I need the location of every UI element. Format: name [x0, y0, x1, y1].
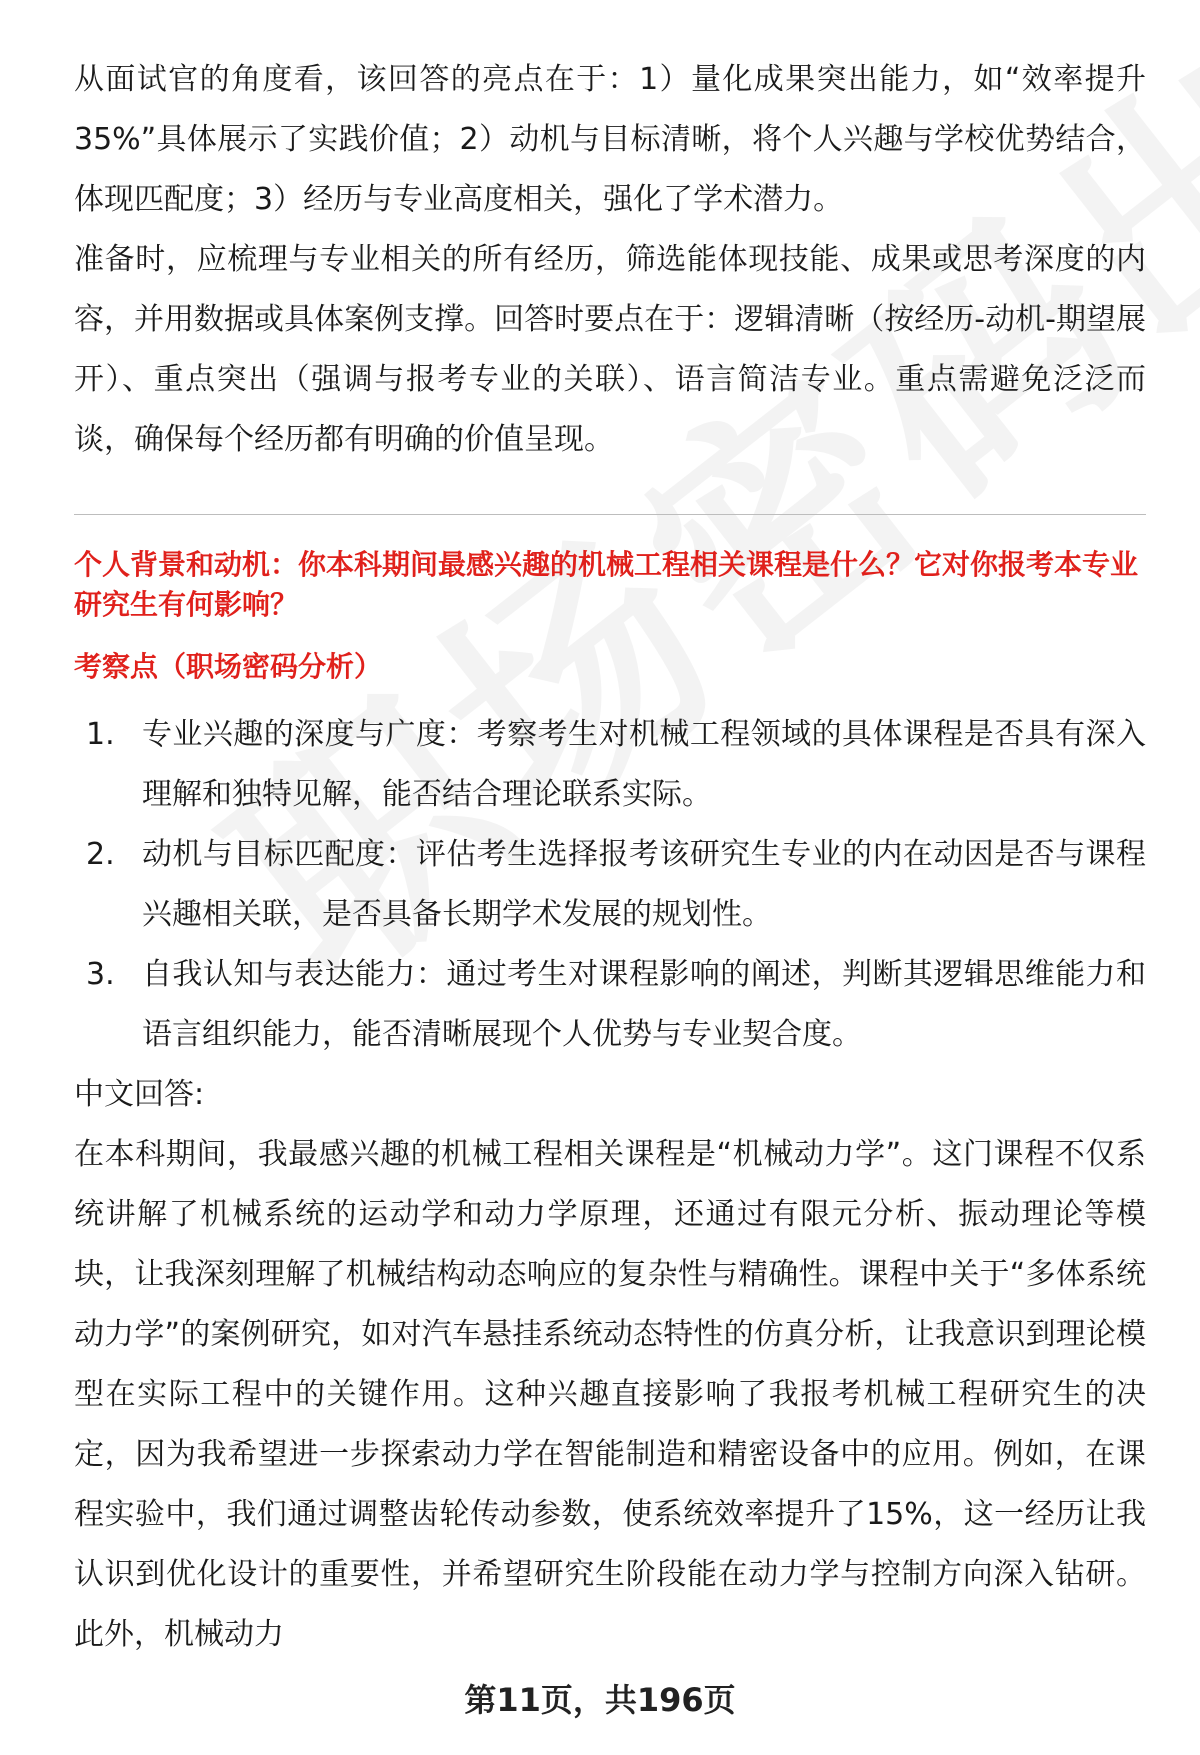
assessment-heading: 考察点（职场密码分析） — [74, 650, 383, 683]
document-page — [74, 50, 1146, 1665]
list-item-number: 3. — [86, 957, 115, 992]
list-item-text: 自我认知与表达能力：通过考生对课程影响的阐述，判断其逻辑思维能力和语言组织能力，能否清晰展现个人优势与专业契合度。 — [142, 957, 1146, 1052]
assessment-list — [74, 705, 1146, 1065]
intro-paragraph-1: 从面试官的角度看，该回答的亮点在于：1）量化成果突出能力，如“效率提升35%”具体展示了实践价值；2）动机与目标清晰，将个人兴趣与学校优势结合，体现匹配度；3）经历与专业高度相关，强化了学术潜力。 — [74, 62, 1146, 217]
answer-label: 中文回答: — [74, 1077, 205, 1112]
list-item — [74, 705, 1146, 825]
list-item-number: 1. — [86, 717, 115, 752]
answer-paragraph: 在本科期间，我最感兴趣的机械工程相关课程是“机械动力学”。这门课程不仅系统讲解了机械系统的运动学和动力学原理，还通过有限元分析、振动理论等模块，让我深刻理解了机械结构动态响应的复杂性与精确性。课程中关于“多体系统动力学”的案例研究，如对汽车悬挂系统动态特性的仿真分析，让我意识到理论模型在实际工程中的关键作用。这种兴趣直接影响了我报考机械工程研究生的决定，因为我希望进一步探索动力学在智能制造和精密设备中的应用。例如，在课程实验中，我们通过调整齿轮传动参数，使系统效率提升了15%，这一经历让我认识到优化设计的重要性，并希望研究生阶段能在动力学与控制方向深入钻研。此外，机械动力 — [74, 1137, 1146, 1652]
list-item-text: 专业兴趣的深度与广度：考察考生对机械工程领域的具体课程是否具有深入理解和独特见解，能否结合理论联系实际。 — [142, 717, 1146, 812]
intro-paragraph-2: 准备时，应梳理与专业相关的所有经历，筛选能体现技能、成果或思考深度的内容，并用数据或具体案例支撑。回答时要点在于：逻辑清晰（按经历-动机-期望展开）、重点突出（强调与报考专业的关联）、语言简洁专业。重点需避免泛泛而谈，确保每个经历都有明确的价值呈现。 — [74, 242, 1146, 457]
section-divider — [74, 514, 1146, 515]
list-item-number: 2. — [86, 837, 115, 872]
page-footer: 第11页，共196页 — [464, 1681, 736, 1719]
list-item — [74, 945, 1146, 1065]
question-heading: 个人背景和动机：你本科期间最感兴趣的机械工程相关课程是什么？它对你报考本专业研究生有何影响？ — [74, 548, 1139, 621]
list-item — [74, 825, 1146, 945]
list-item-text: 动机与目标匹配度：评估考生选择报考该研究生专业的内在动因是否与课程兴趣相关联，是否具备长期学术发展的规划性。 — [142, 837, 1146, 932]
